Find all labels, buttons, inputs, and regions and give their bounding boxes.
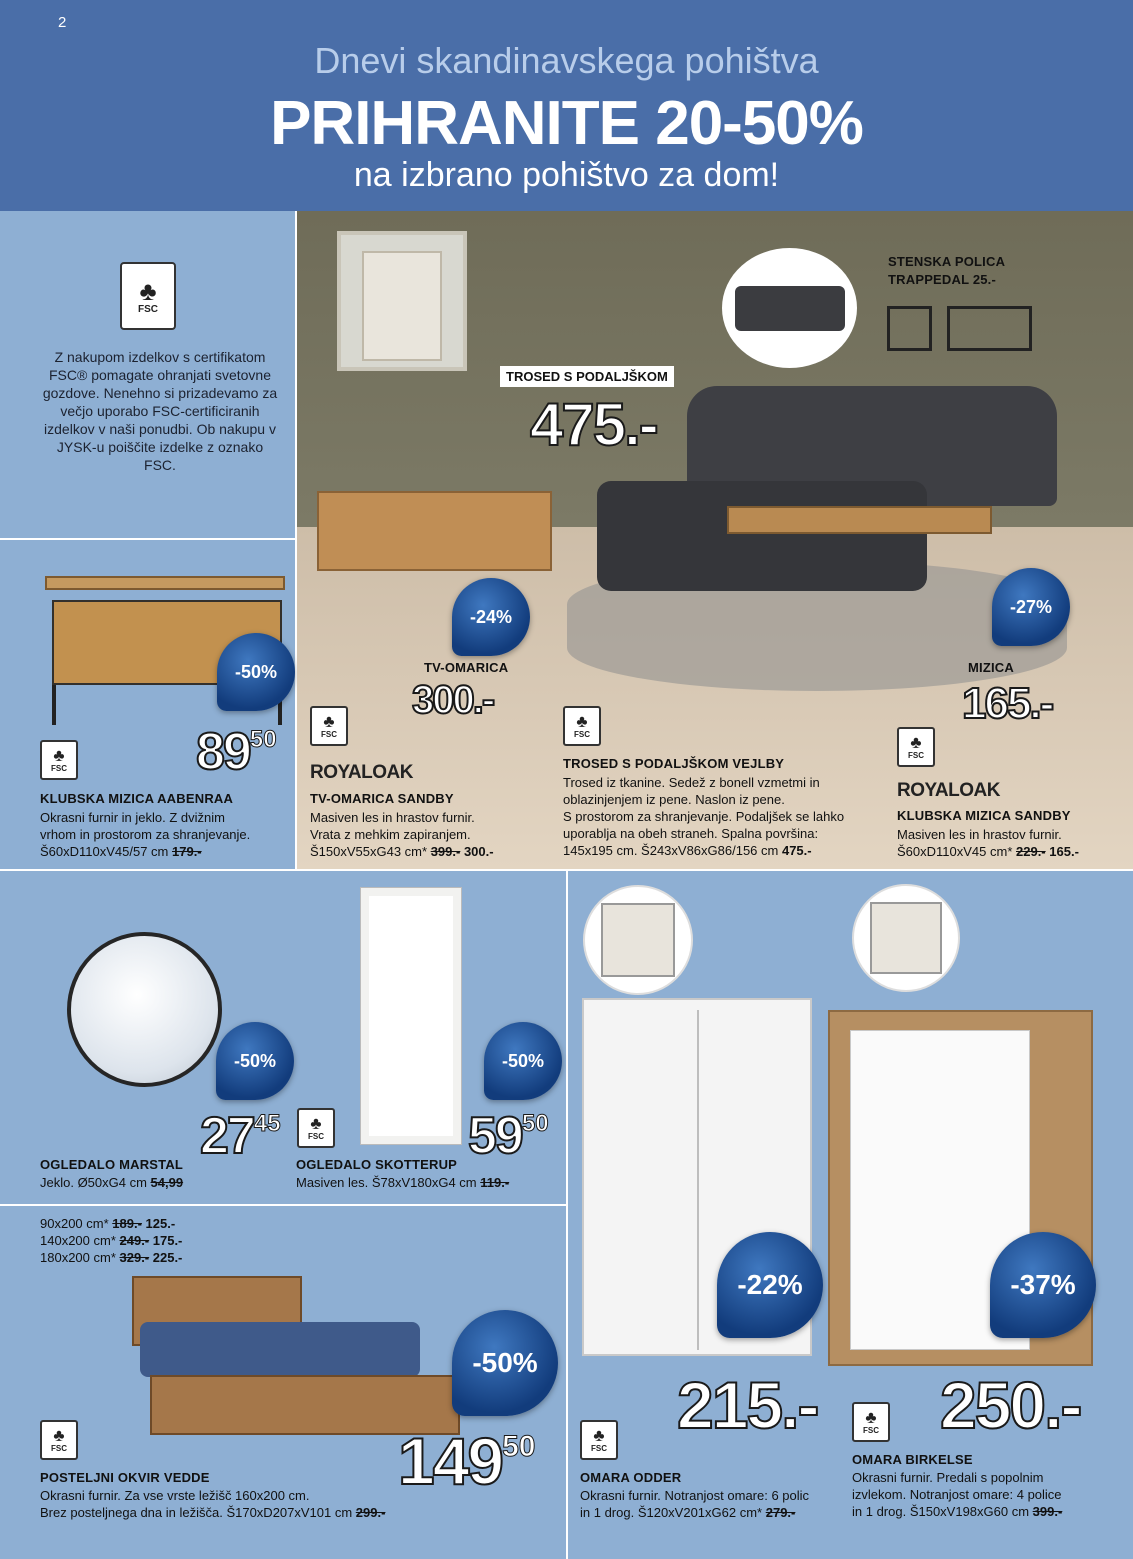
- vedde-description: Okrasni furnir. Za vse vrste ležišč 160x200 cm. Brez posteljnega dna in ležišča. Š170xD207xV101 cm 299.-: [40, 1488, 386, 1520]
- royal-oak-logo: ROYALOAK: [897, 780, 1000, 801]
- marstal-description: Jeklo. Ø50xG4 cm 54,99: [40, 1175, 184, 1190]
- header-subtitle: Dnevi skandinavskega pohištva: [314, 40, 819, 81]
- discount-badge: -50%: [452, 1310, 558, 1416]
- odder-price: 215.-: [677, 1368, 818, 1442]
- poster: [362, 251, 442, 361]
- fsc-logo: ♣ FSC: [310, 706, 348, 746]
- tree-icon: ♣: [576, 712, 588, 731]
- odder-title: OMARA ODDER: [580, 1470, 682, 1485]
- tree-icon: ♣: [323, 712, 335, 731]
- shelf-title: STENSKA POLICA: [888, 254, 1006, 269]
- skotterup-description: Masiven les. Š78xV180xG4 cm 119.-: [296, 1175, 510, 1190]
- odder-description: Okrasni furnir. Notranjost omare: 6 polic in 1 drog. Š120xV201xG62 cm* 279.-: [580, 1488, 810, 1520]
- fsc-logo: ♣ FSC: [897, 727, 935, 767]
- fsc-logo: ♣ FSC: [580, 1420, 618, 1460]
- table-price: 165.-: [962, 679, 1053, 728]
- fsc-logo: ♣ FSC: [120, 262, 176, 330]
- discount-badge: -24%: [452, 578, 530, 656]
- page-number: 2: [58, 14, 67, 31]
- birkelse-title: OMARA BIRKELSE: [852, 1452, 973, 1467]
- marstal-price: $27^{45}$: [200, 1107, 281, 1165]
- discount-badge: -50%: [217, 633, 295, 711]
- divider: [0, 1204, 566, 1206]
- aabenraa-table-top: [45, 576, 285, 590]
- marstal-title: OGLEDALO MARSTAL: [40, 1157, 184, 1172]
- vedde-title: POSTELJNI OKVIR VEDDE: [40, 1470, 210, 1485]
- skotterup-title: OGLEDALO SKOTTERUP: [296, 1157, 458, 1172]
- page-header: [0, 0, 1133, 211]
- fsc-logo: ♣ FSC: [852, 1402, 890, 1442]
- fsc-info-text: Z nakupom izdelkov s certifikatom FSC® pomagate ohranjati svetovne gozdove. Nenehno si prizadevamo za večjo uporabo FSC-certificiranih izdelkov v naši ponudbi. Ob nakupu v JYSK-u poiščite izdelke z oznako FSC.: [42, 349, 278, 473]
- discount-badge: -37%: [990, 1232, 1096, 1338]
- wall-shelf: [887, 306, 932, 351]
- skotterup-price: $59^{50}$: [468, 1107, 549, 1165]
- discount-badge: -50%: [216, 1022, 294, 1100]
- skotterup-mirror-image: [361, 888, 461, 1144]
- vedde-price: $149^{50}$: [398, 1424, 536, 1498]
- vedde-bedding: [140, 1322, 420, 1377]
- vedde-size-list: 90x200 cm* 189.- 125.- 140x200 cm* 249.- 175.- 180x200 cm* 329.- 225.-: [40, 1216, 183, 1265]
- odder-interior-thumbnail: [583, 885, 693, 995]
- aabenraa-title: KLUBSKA MIZICA AABENRAA: [40, 791, 234, 806]
- marstal-mirror-image: [67, 932, 222, 1087]
- tree-icon: ♣: [865, 1408, 877, 1427]
- header-tagline: na izbrano pohištvo za dom!: [353, 156, 780, 194]
- vejlby-description: Trosed iz tkanine. Sedež z bonell vzmetmi in oblazinjenjem iz pene. Naslon iz pene. S prostorom za shranjevanje. Podaljšek se lahko uporablja na obeh straneh. Spalna površina: 145x195 cm. Š243xV86xG86/156 cm 475.-: [563, 775, 845, 858]
- tv-sandby-title: TV-OMARICA SANDBY: [310, 791, 454, 806]
- fsc-logo: ♣ FSC: [297, 1108, 335, 1148]
- aabenraa-price: $89^{50}$: [196, 723, 277, 781]
- discount-badge: -27%: [992, 568, 1070, 646]
- aabenraa-description: Okrasni furnir in jeklo. Z dvižnim vrhom in prostorom za shranjevanje. Š60xD110xV45/57 cm 179.-: [40, 810, 251, 859]
- fsc-logo: ♣ FSC: [563, 706, 601, 746]
- discount-badge: -50%: [484, 1022, 562, 1100]
- table-sandby-title: KLUBSKA MIZICA SANDBY: [897, 808, 1071, 823]
- tree-icon: ♣: [910, 733, 922, 752]
- sofa-bed-thumbnail: [722, 248, 857, 368]
- tv-price: 300.-: [412, 678, 494, 722]
- tree-icon: ♣: [310, 1114, 322, 1133]
- tree-icon: ♣: [53, 1426, 65, 1445]
- sofa-price: 475.-: [530, 391, 657, 458]
- wall-shelf: [947, 306, 1032, 351]
- sofa-tag: TROSED S PODALJŠKOM: [500, 366, 674, 387]
- divider: [566, 869, 568, 1559]
- fsc-logo: ♣ FSC: [40, 740, 78, 780]
- shelf-price: TRAPPEDAL 25.-: [888, 272, 997, 287]
- header-headline: PRIHRANITE 20-50%: [270, 89, 863, 158]
- tv-unit: [317, 491, 552, 571]
- wardrobe-door-split: [697, 1010, 699, 1350]
- tv-title: TV-OMARICA: [424, 660, 509, 675]
- vejlby-title: TROSED S PODALJŠKOM VEJLBY: [563, 756, 785, 771]
- royal-oak-logo: ROYALOAK: [310, 762, 413, 783]
- fsc-logo: ♣ FSC: [40, 1420, 78, 1460]
- tree-icon: ♣: [593, 1426, 605, 1445]
- birkelse-price: 250.-: [940, 1368, 1081, 1442]
- tree-icon: ♣: [53, 746, 65, 765]
- birkelse-interior-thumbnail: [852, 884, 960, 992]
- discount-badge: -22%: [717, 1232, 823, 1338]
- tree-icon: ♣: [139, 275, 157, 306]
- sofa-chaise: [597, 481, 927, 591]
- birkelse-description: Okrasni furnir. Predali s popolnim izvlekom. Notranjost omare: 4 police in 1 drog. Š150xV198xG60 cm 399.-: [852, 1470, 1063, 1519]
- table-title: MIZICA: [968, 660, 1014, 675]
- tv-sandby-description: Masiven les in hrastov furnir. Vrata z mehkim zapiranjem. Š150xV55xG43 cm* 399.- 300.-: [310, 810, 494, 859]
- divider: [0, 538, 295, 540]
- table-sandby-description: Masiven les in hrastov furnir. Š60xD110xV45 cm* 229.- 165.-: [897, 827, 1079, 859]
- coffee-table: [727, 506, 992, 534]
